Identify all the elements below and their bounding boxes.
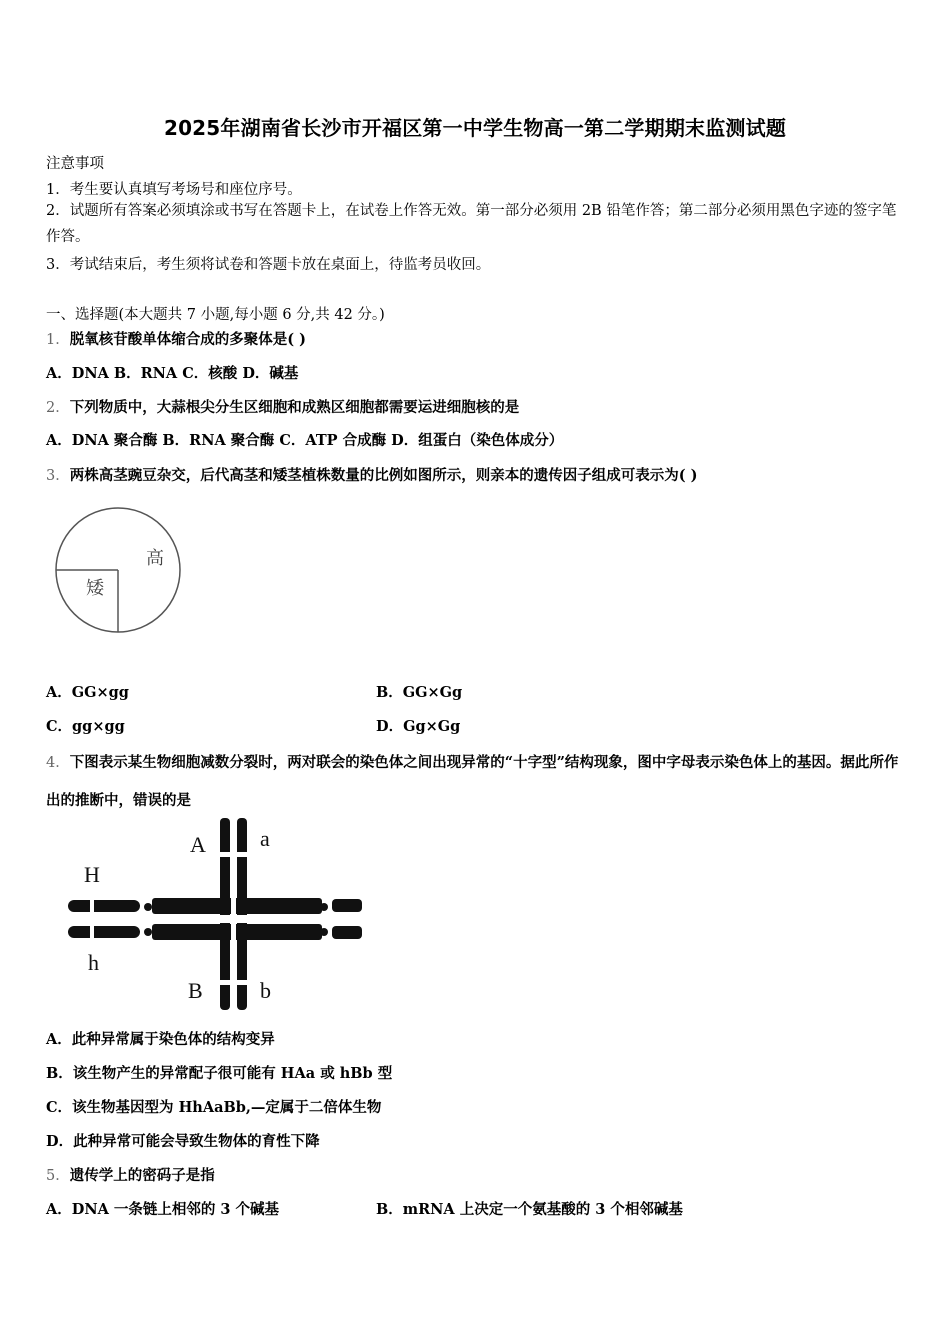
cross-chromosome-figure xyxy=(60,812,370,1017)
question-2-options: A．DNA 聚合酶 B．RNA 聚合酶 C．ATP 合成酶 D．组蛋白（染色体成分） xyxy=(46,432,564,449)
notice-item-2: 2．试题所有答案必须填涂或书写在答题卡上，在试卷上作答无效。第一部分必须用 2B 铅笔作答；第二部分必须用黑色字迹的签字笔作答。 xyxy=(46,203,897,245)
gene-label-a: a xyxy=(260,826,270,851)
question-stem: 遗传学上的密码子是指 xyxy=(69,1167,215,1184)
notice-item-1: 1．考生要认真填写考场号和座位序号。 xyxy=(46,182,302,198)
section-heading: 一、选择题(本大题共 7 小题,每小题 6 分,共 42 分。) xyxy=(46,307,385,323)
gene-label-h: h xyxy=(88,950,99,975)
gene-label-B: B xyxy=(188,978,203,1003)
question-stem: 两株高茎豌豆杂交，后代高茎和矮茎植株数量的比例如图所示，则亲本的遗传因子组成可表示为( ) xyxy=(69,467,698,484)
page-title: 2025年湖南省长沙市开福区第一中学生物高一第二学期期末监测试题 xyxy=(163,116,787,140)
question-stem: 下图表示某生物细胞减数分裂时，两对联会的染色体之间出现异常的“十字型”结构现象，图中字母表示染色体上的基因。据此所作出的推断中，错误的是 xyxy=(46,754,899,809)
gene-label-A: A xyxy=(190,832,206,857)
chromosome-right-arm-top xyxy=(332,899,362,912)
chromosome-right-arm-bottom xyxy=(332,926,362,939)
question-number: 5． xyxy=(46,1168,70,1184)
question-5-option-a: A．DNA 一条链上相邻的 3 个碱基 xyxy=(46,1201,280,1218)
chromosome-horizontal-bottom xyxy=(152,924,322,940)
question-3 xyxy=(46,464,698,485)
gene-label-b: b xyxy=(260,978,271,1003)
height-ratio-pie-chart xyxy=(50,502,186,638)
question-3-option-d: D．Gg×Gg xyxy=(376,718,461,735)
question-number: 2． xyxy=(46,400,70,416)
question-4-option-a: A．此种异常属于染色体的结构变异 xyxy=(46,1031,275,1048)
question-5-option-b: B．mRNA 上决定一个氨基酸的 3 个相邻碱基 xyxy=(376,1201,683,1218)
question-3-option-a: A．GG×gg xyxy=(46,684,129,701)
question-number: 3． xyxy=(46,468,70,484)
chromosome-horizontal-top xyxy=(152,898,322,914)
question-4-option-b: B．该生物产生的异常配子很可能有 HAa 或 hBb 型 xyxy=(46,1065,393,1082)
gene-label-H: H xyxy=(84,862,100,887)
question-3-option-b: B．GG×Gg xyxy=(376,684,463,701)
question-3-option-c: C．gg×gg xyxy=(46,718,125,735)
pie-label-tall: 高 xyxy=(146,548,164,568)
notice-heading: 注意事项 xyxy=(46,156,104,172)
chromosome-left-arm-top xyxy=(68,900,140,912)
question-4 xyxy=(46,744,906,820)
pie-label-short: 矮 xyxy=(86,578,104,598)
question-4-option-d: D．此种异常可能会导致生物体的育性下降 xyxy=(46,1133,320,1150)
chromosome-left-arm-bottom xyxy=(68,926,140,938)
question-1-options: A．DNA B．RNA C．核酸 D．碱基 xyxy=(46,365,299,382)
question-number: 1． xyxy=(46,332,70,348)
question-stem: 脱氧核苷酸单体缩合成的多聚体是( ) xyxy=(69,331,307,348)
notice-item-3: 3．考试结束后，考生须将试卷和答题卡放在桌面上，待监考员收回。 xyxy=(46,257,491,273)
question-stem: 下列物质中，大蒜根尖分生区细胞和成熟区细胞都需要运进细胞核的是 xyxy=(69,399,520,416)
question-1 xyxy=(46,328,306,349)
question-2 xyxy=(46,396,519,417)
question-4-option-c: C．该生物基因型为 HhAaBb,—定属于二倍体生物 xyxy=(46,1099,382,1116)
question-number: 4． xyxy=(46,755,70,771)
question-5 xyxy=(46,1164,215,1185)
